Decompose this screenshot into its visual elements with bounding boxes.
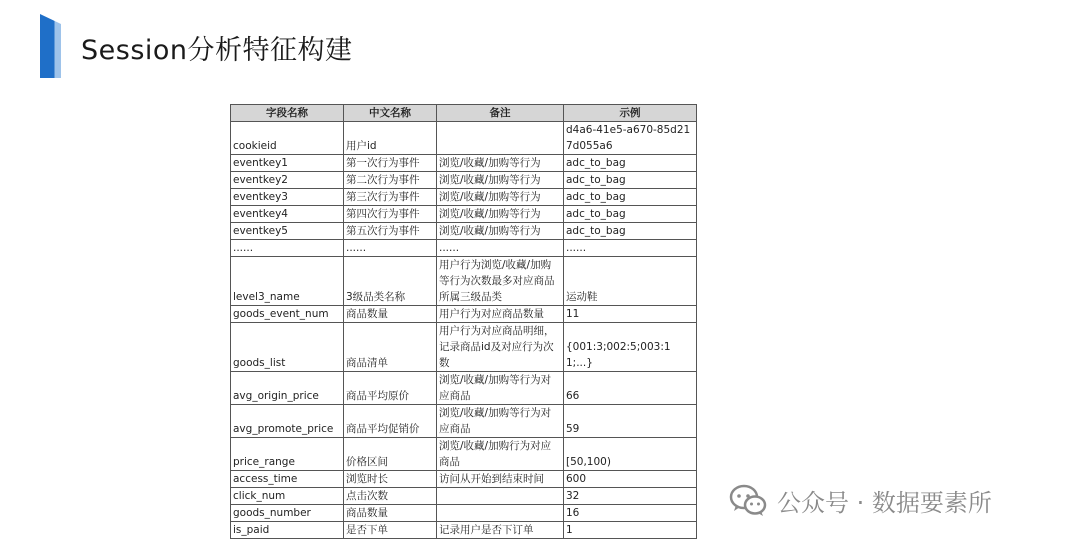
chinese-name-cell: 3级品类名称	[344, 257, 437, 306]
chinese-name-cell: 用户id	[344, 122, 437, 155]
note-cell: 浏览/收藏/加购等行为	[437, 206, 564, 223]
column-header: 中文名称	[344, 105, 437, 122]
chinese-name-cell: 价格区间	[344, 438, 437, 471]
chinese-name-cell: 商品数量	[344, 505, 437, 522]
chinese-name-cell: 点击次数	[344, 488, 437, 505]
field-name-cell: price_range	[231, 438, 344, 471]
note-cell: 记录用户是否下订单	[437, 522, 564, 539]
table-row	[231, 122, 697, 155]
field-name-cell: cookieid	[231, 122, 344, 155]
field-name-cell: avg_promote_price	[231, 405, 344, 438]
field-name-cell: is_paid	[231, 522, 344, 539]
note-cell: ......	[437, 240, 564, 257]
chinese-name-cell: ......	[344, 240, 437, 257]
example-cell: adc_to_bag	[564, 172, 697, 189]
note-cell: 用户行为浏览/收藏/加购等行为次数最多对应商品所属三级品类	[437, 257, 564, 306]
field-name-cell: goods_number	[231, 505, 344, 522]
chinese-name-cell: 第五次行为事件	[344, 223, 437, 240]
example-cell: d4a6-41e5-a670-85d217d055a6	[564, 122, 697, 155]
table-row	[231, 257, 697, 306]
table-row	[231, 206, 697, 223]
table-row	[231, 522, 697, 539]
field-name-cell: ......	[231, 240, 344, 257]
note-cell: 浏览/收藏/加购等行为对应商品	[437, 405, 564, 438]
note-cell: 浏览/收藏/加购等行为对应商品	[437, 372, 564, 405]
example-cell: 1	[564, 522, 697, 539]
chinese-name-cell: 第二次行为事件	[344, 172, 437, 189]
table-row	[231, 405, 697, 438]
field-name-cell: level3_name	[231, 257, 344, 306]
note-cell	[437, 505, 564, 522]
column-header: 备注	[437, 105, 564, 122]
note-cell: 浏览/收藏/加购等行为	[437, 189, 564, 206]
example-cell: 11	[564, 306, 697, 323]
table-row	[231, 372, 697, 405]
table-body	[231, 122, 697, 539]
example-cell: 59	[564, 405, 697, 438]
table-row	[231, 155, 697, 172]
table-row	[231, 323, 697, 372]
table-row	[231, 172, 697, 189]
example-cell: adc_to_bag	[564, 189, 697, 206]
table-header-row	[231, 105, 697, 122]
example-cell: 32	[564, 488, 697, 505]
wechat-icon	[729, 484, 767, 518]
example-cell: ......	[564, 240, 697, 257]
note-cell	[437, 122, 564, 155]
field-name-cell: goods_event_num	[231, 306, 344, 323]
example-cell: {001:3;002:5;003:11;...}	[564, 323, 697, 372]
example-cell: 16	[564, 505, 697, 522]
chinese-name-cell: 浏览时长	[344, 471, 437, 488]
table-row	[231, 471, 697, 488]
table-row	[231, 189, 697, 206]
chinese-name-cell: 商品数量	[344, 306, 437, 323]
note-cell: 浏览/收藏/加购行为对应商品	[437, 438, 564, 471]
column-header: 字段名称	[231, 105, 344, 122]
field-name-cell: click_num	[231, 488, 344, 505]
field-name-cell: goods_list	[231, 323, 344, 372]
example-cell: 600	[564, 471, 697, 488]
table-row	[231, 240, 697, 257]
chinese-name-cell: 商品平均原价	[344, 372, 437, 405]
table-row	[231, 488, 697, 505]
note-cell: 用户行为对应商品数量	[437, 306, 564, 323]
field-name-cell: eventkey1	[231, 155, 344, 172]
note-cell: 访问从开始到结束时间	[437, 471, 564, 488]
example-cell: adc_to_bag	[564, 223, 697, 240]
table-row	[231, 223, 697, 240]
feature-table	[230, 104, 697, 539]
chinese-name-cell: 商品平均促销价	[344, 405, 437, 438]
watermark-text: 公众号 · 数据要素所	[777, 489, 992, 517]
note-cell: 用户行为对应商品明细，记录商品id及对应行为次数	[437, 323, 564, 372]
field-name-cell: eventkey4	[231, 206, 344, 223]
example-cell: [50,100)	[564, 438, 697, 471]
table-row	[231, 438, 697, 471]
chinese-name-cell: 商品清单	[344, 323, 437, 372]
table-row	[231, 505, 697, 522]
field-name-cell: access_time	[231, 471, 344, 488]
field-name-cell: eventkey3	[231, 189, 344, 206]
field-name-cell: eventkey2	[231, 172, 344, 189]
field-name-cell: eventkey5	[231, 223, 344, 240]
example-cell: adc_to_bag	[564, 155, 697, 172]
watermark	[729, 483, 992, 518]
field-name-cell: avg_origin_price	[231, 372, 344, 405]
note-cell: 浏览/收藏/加购等行为	[437, 172, 564, 189]
chinese-name-cell: 第三次行为事件	[344, 189, 437, 206]
table-row	[231, 306, 697, 323]
example-cell: 运动鞋	[564, 257, 697, 306]
column-header: 示例	[564, 105, 697, 122]
page-title: Session分析特征构建	[81, 35, 353, 66]
example-cell: adc_to_bag	[564, 206, 697, 223]
chinese-name-cell: 是否下单	[344, 522, 437, 539]
note-cell: 浏览/收藏/加购等行为	[437, 223, 564, 240]
example-cell: 66	[564, 372, 697, 405]
chinese-name-cell: 第一次行为事件	[344, 155, 437, 172]
note-cell: 浏览/收藏/加购等行为	[437, 155, 564, 172]
title-accent-bar	[40, 14, 61, 78]
note-cell	[437, 488, 564, 505]
chinese-name-cell: 第四次行为事件	[344, 206, 437, 223]
